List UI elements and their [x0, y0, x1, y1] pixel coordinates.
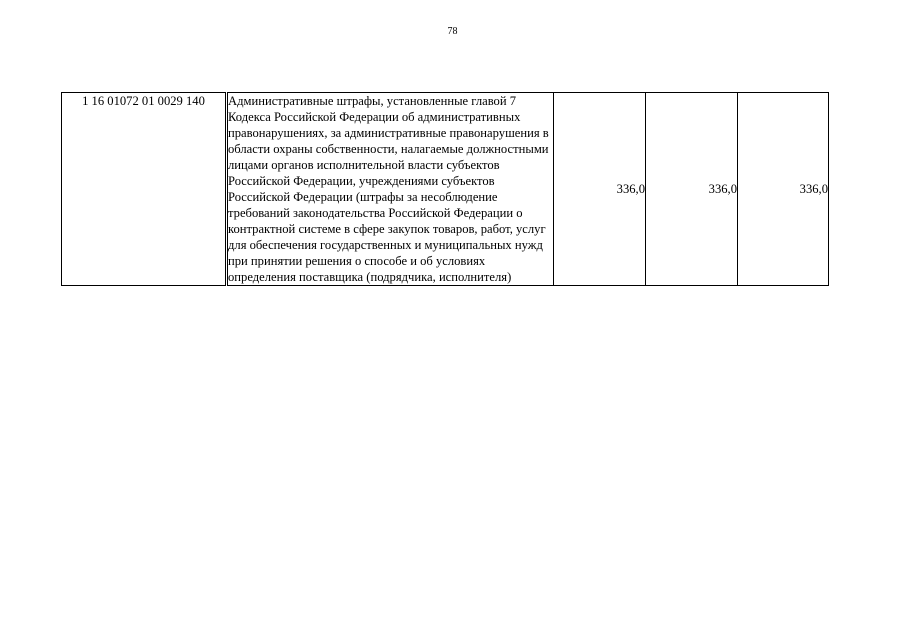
- budget-table: [61, 92, 829, 286]
- page-number: 78: [447, 26, 458, 37]
- budget-classification-code: 1 16 01072 01 0029 140: [62, 93, 227, 286]
- amount-year-2: 336,0: [646, 93, 738, 286]
- table-row: [62, 93, 829, 286]
- amount-year-1: 336,0: [554, 93, 646, 286]
- income-description: Административные штрафы, установленные главой 7 Кодекса Российской Федерации об административных правонарушениях, за административные правонарушения в области охраны собственности, налагаемые должностными лицами органов исполнительной власти субъектов Российской Федерации, учреждениями субъектов Российской Федерации (штрафы за несоблюдение требований законодательства Российской Федерации о контрактной системе в сфере закупок товаров, работ, услуг для обеспечения государственных и муниципальных нужд при принятии решения о способе и об условиях определения поставщика (подрядчика, исполнителя): [227, 93, 554, 286]
- amount-year-3: 336,0: [738, 93, 829, 286]
